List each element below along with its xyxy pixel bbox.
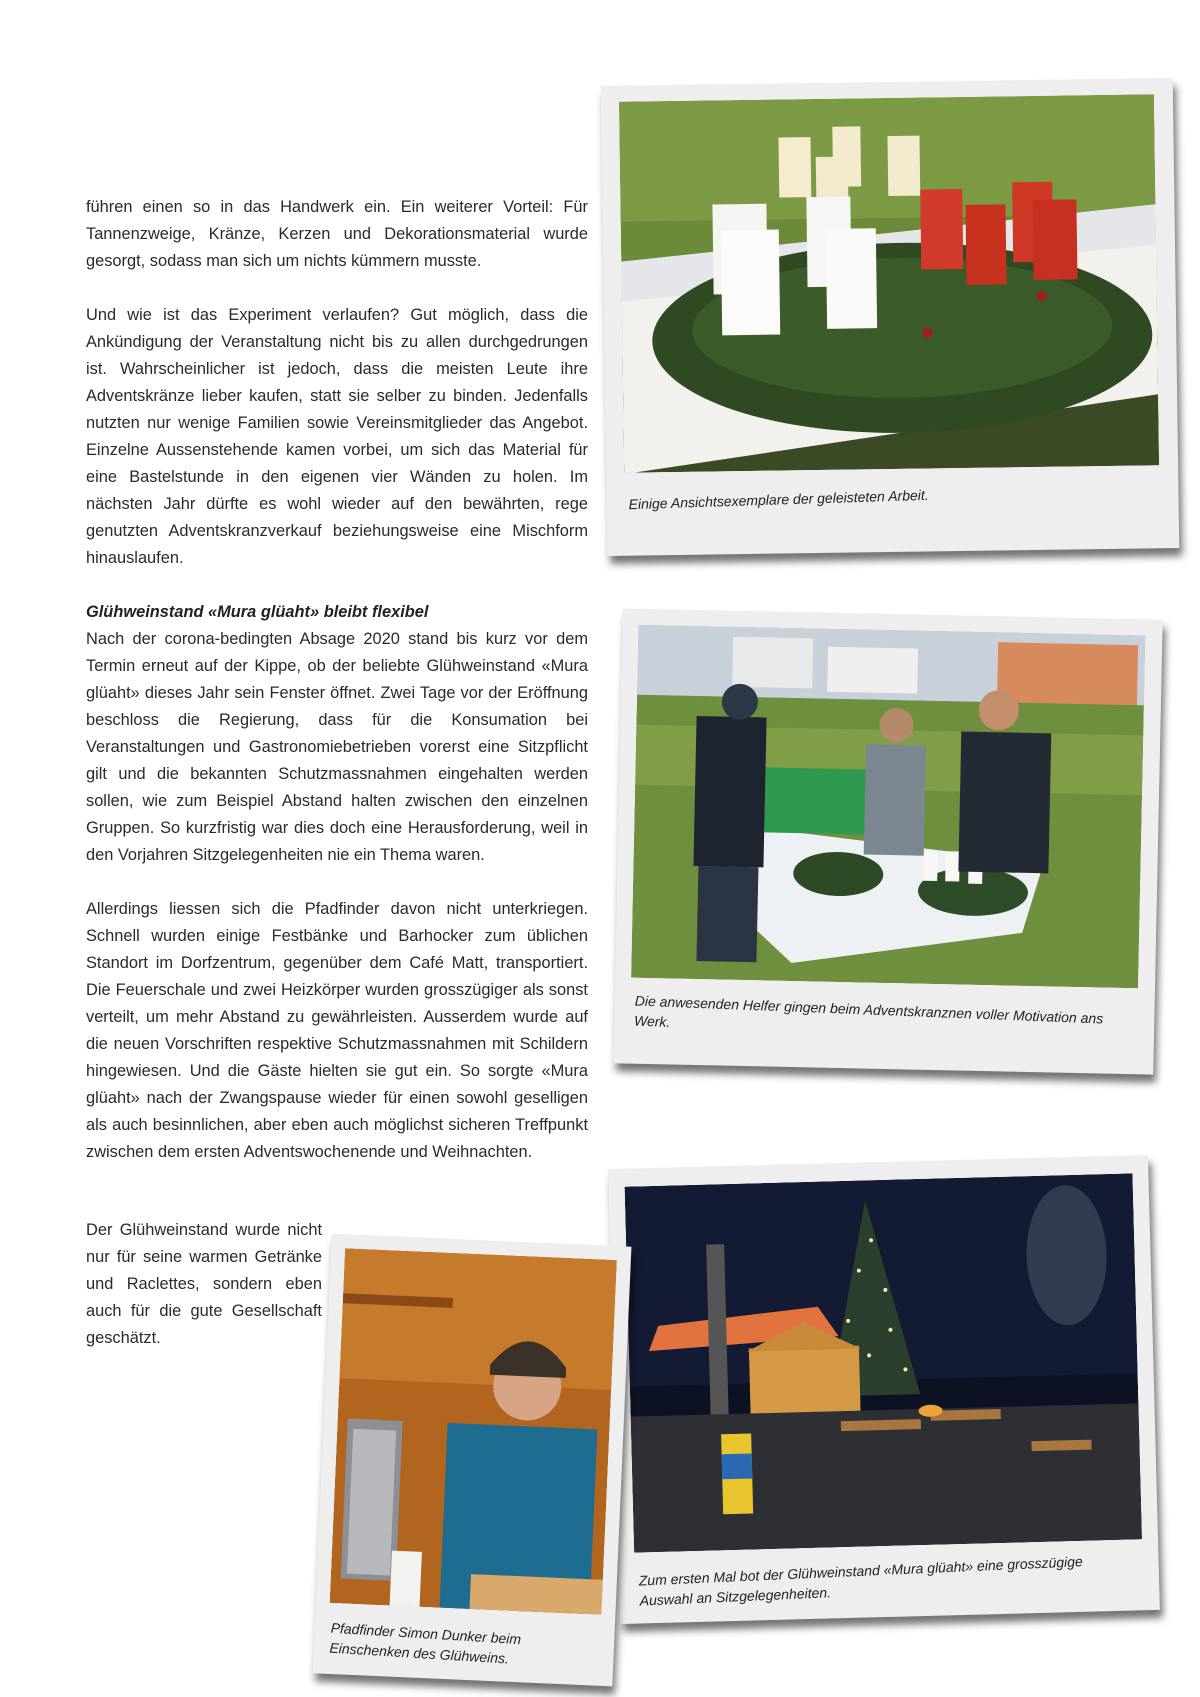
photo-card-helpers [613, 608, 1162, 1074]
photo-simon [330, 1248, 617, 1615]
section-heading: Glühweinstand «Mura glüaht» bleibt flexibel [86, 603, 429, 621]
paragraph-4: Allerdings liessen sich die Pfadfinder davon nicht unterkriegen. Schnell wurden einige Festbänke und Barhocker zum üblichen Standort im Dorfzentrum, gegenüber dem Café Matt, transportiert. Die Feuerschale und zwei Heizkörper wurden grosszügiger als sonst verteilt, um mehr Abstand zu gewährleisten. Ausserdem wurde auf die neuen Vorschriften respektive Schutzmassnahmen mit Schildern hingewiesen. Und die Gäste hielten sie gut ein. So sorgte «Mura glüaht» nach der Zwangspause wieder für einen sowohl geselligen als auch besinnlichen, aber eben auch möglichst sicheren Treffpunkt zwischen dem ersten Adventswochenende und Weihnachten. [86, 900, 588, 1161]
photo-helpers [631, 625, 1145, 989]
paragraph-2: Und wie ist das Experiment verlaufen? Gut möglich, dass die Ankündigung der Veranstaltung nicht bis zu allen durchgedrungen ist. Wahrscheinlicher ist jedoch, dass die meisten Leute ihre Adventskränze lieber kaufen, statt sie selber zu binden. Jedenfalls nutzten nur wenige Familien sowie Vereinsmitglieder das Angebot. Einzelne Aussenstehende kamen vorbei, um sich das Material für eine Bastelstunde in den eigenen vier Wänden zu holen. Im nächsten Jahr dürfte es wohl wieder auf den bewährten, rege genutzten Adventskranzverkauf beziehungsweise eine Mischform hinauslaufen. [86, 306, 588, 567]
paragraph-3: Nach der corona-bedingten Absage 2020 stand bis kurz vor dem Termin erneut auf der Kippe, ob der beliebte Glühweinstand «Mura glüaht» dieses Jahr sein Fenster öffnet. Zwei Tage vor der Eröffnung beschloss die Regierung, dass für die Konsumation bei Veranstaltungen und Gastronomiebetrieben vorerst eine Sitzpflicht gilt und die bekannten Schutzmassnahmen eingehalten werden sollen, wie zum Beispiel Abstand halten zwischen den einzelnen Gruppen. So kurzfristig war dies doch eine Herausforderung, weil in den Vorjahren Sitzgelegenheiten nie ein Thema waren. [86, 630, 588, 864]
photo-card-simon [313, 1234, 632, 1687]
photo-wreath [619, 94, 1159, 472]
paragraph-5: Der Glühweinstand wurde nicht nur für seine warmen Getränke und Raclettes, sondern eben auch für die gute Gesellschaft geschätzt. [86, 1221, 322, 1347]
caption-simon: Pfadfinder Simon Dunker beim Einschenken des Glühweins. [329, 1619, 522, 1667]
caption-stand: Zum ersten Mal bot der Glühweinstand «Mura glüaht» eine grosszügige Auswahl an Sitzgelegenheiten. [638, 1553, 1084, 1609]
photo-card-stand [608, 1155, 1160, 1624]
photo-stand [625, 1173, 1142, 1552]
photo-card-wreath [601, 78, 1180, 556]
caption-wreath: Einige Ansichtsexemplare der geleisteten Arbeit. [628, 486, 929, 513]
paragraph-1: führen einen so in das Handwerk ein. Ein weiterer Vorteil: Für Tannenzweige, Kränze, Kerzen und Dekorationsmaterial wurde gesorgt, sodass man sich um nichts kümmern musste. [86, 198, 588, 270]
caption-helpers: Die anwesenden Helfer gingen beim Adventskranznen voller Motivation ans Werk. [633, 992, 1104, 1030]
article-column [86, 194, 588, 1166]
